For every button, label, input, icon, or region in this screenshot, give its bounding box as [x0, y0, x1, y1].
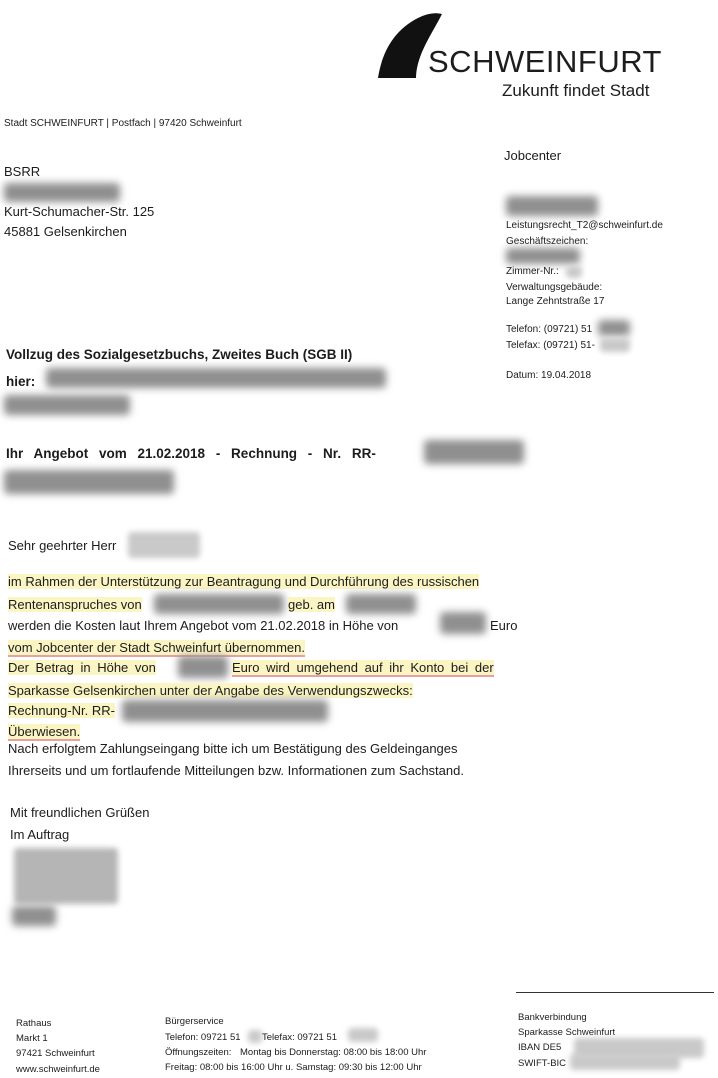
building-label: Verwaltungsgebäude:: [506, 282, 603, 293]
body-line-3-start: werden die Kosten laut Ihrem Angebot vom 21.02.2018 in Höhe von: [8, 618, 399, 633]
footer-hours-2: Freitag: 08:00 bis 16:00 Uhr u. Samstag: 09:30 bis 12:00 Uhr: [165, 1062, 422, 1073]
department: Jobcenter: [504, 148, 562, 163]
footer-city: 97421 Schweinfurt: [16, 1048, 95, 1059]
redacted-room: [566, 266, 582, 278]
phone: Telefon: (09721) 51: [506, 324, 593, 335]
subject-line: Vollzug des Sozialgesetzbuchs, Zweites Buch (SGB II): [6, 347, 353, 362]
body-line-8: Überwiesen.: [8, 724, 81, 739]
redacted-invoice-ref: [122, 700, 328, 722]
footer-divider: [516, 992, 714, 993]
logo-city-name: SCHWEINFURT: [428, 44, 662, 79]
room-label: Zimmer-Nr.:: [506, 266, 559, 277]
redacted-subject-1: [46, 368, 386, 388]
fax: Telefax: (09721) 51-: [506, 340, 595, 351]
closing-greeting: Mit freundlichen Grüßen: [10, 805, 150, 820]
body-line-1: im Rahmen der Unterstützung zur Beantragung und Durchführung des russischen: [8, 574, 480, 589]
footer-service-fax: Telefax: 09721 51: [262, 1032, 338, 1043]
redacted-service-phone: [248, 1030, 262, 1043]
recipient-street: Kurt-Schumacher-Str. 125: [4, 204, 155, 219]
redacted-birthdate: [346, 594, 416, 614]
body-line-3-end: Euro: [490, 618, 518, 633]
footer-iban: IBAN DE5: [518, 1042, 562, 1053]
redacted-signature: [14, 848, 118, 904]
reference-label: Geschäftszeichen:: [506, 236, 589, 247]
redacted-fax-ext: [600, 338, 630, 352]
body-line-2-start: Rentenanspruches von: [8, 597, 142, 612]
redacted-phone-ext: [598, 320, 630, 336]
body-line-2-born: geb. am: [288, 597, 335, 612]
footer-rathaus: Rathaus: [16, 1018, 52, 1029]
redacted-subject-2: [4, 395, 130, 415]
footer-markt: Markt 1: [16, 1033, 48, 1044]
closing-auftrag: Im Auftrag: [10, 827, 70, 842]
redacted-service-fax: [348, 1028, 378, 1042]
redacted-invoice-no-2: [4, 470, 174, 494]
redacted-client-name: [154, 594, 284, 614]
footer-bank-name: Sparkasse Schweinfurt: [518, 1027, 616, 1038]
redacted-amount-2: [178, 656, 228, 678]
body-line-7: Rechnung-Nr. RR-: [8, 703, 115, 718]
footer-swift: SWIFT-BIC: [518, 1058, 567, 1069]
email: Leistungsrecht_T2@schweinfurt.de: [506, 220, 663, 231]
redacted-recipient-name: [4, 183, 120, 202]
footer-service-title: Bürgerservice: [165, 1016, 224, 1027]
body-line-4: vom Jobcenter der Stadt Schweinfurt übernommen.: [8, 640, 305, 655]
redacted-swift: [570, 1054, 680, 1070]
footer-service-phone: Telefon: 09721 51: [165, 1032, 241, 1043]
redacted-signer-name: [12, 906, 56, 926]
salutation: Sehr geehrter Herr: [8, 538, 117, 553]
body-line-5-end: Euro wird umgehend auf ihr Konto bei der: [232, 660, 494, 675]
footer-hours-label: Öffnungszeiten:: [165, 1047, 232, 1058]
footer-website: www.schweinfurt.de: [16, 1064, 100, 1075]
redacted-clerk-name: [506, 196, 598, 216]
footer-bank-title: Bankverbindung: [518, 1012, 587, 1023]
redacted-invoice-no-1: [424, 440, 524, 464]
recipient-city: 45881 Gelsenkirchen: [4, 224, 127, 239]
footer-hours-1: Montag bis Donnerstag: 08:00 bis 18:00 Uhr: [240, 1047, 427, 1058]
body-line-6: Sparkasse Gelsenkirchen unter der Angabe des Verwendungszwecks:: [8, 683, 413, 698]
body-line-9: Nach erfolgtem Zahlungseingang bitte ich um Bestätigung des Geldeinganges: [8, 741, 458, 756]
subject-hier: hier:: [6, 374, 36, 389]
redacted-amount-1: [440, 612, 486, 634]
subject-offer: Ihr Angebot vom 21.02.2018 - Rechnung - Nr. RR-: [6, 446, 376, 461]
recipient-company: BSRR: [4, 164, 41, 179]
building-address: Lange Zehntstraße 17: [506, 296, 605, 307]
sender-line: Stadt SCHWEINFURT | Postfach | 97420 Schweinfurt: [4, 118, 242, 129]
date: Datum: 19.04.2018: [506, 370, 592, 381]
redacted-reference: [506, 248, 580, 264]
redacted-salutation-name: [128, 532, 200, 558]
body-line-10: Ihrerseits und um fortlaufende Mitteilungen bzw. Informationen zum Sachstand.: [8, 763, 464, 778]
body-line-5-start: Der Betrag in Höhe von: [8, 660, 156, 675]
logo-tagline: Zukunft findet Stadt: [502, 81, 650, 100]
